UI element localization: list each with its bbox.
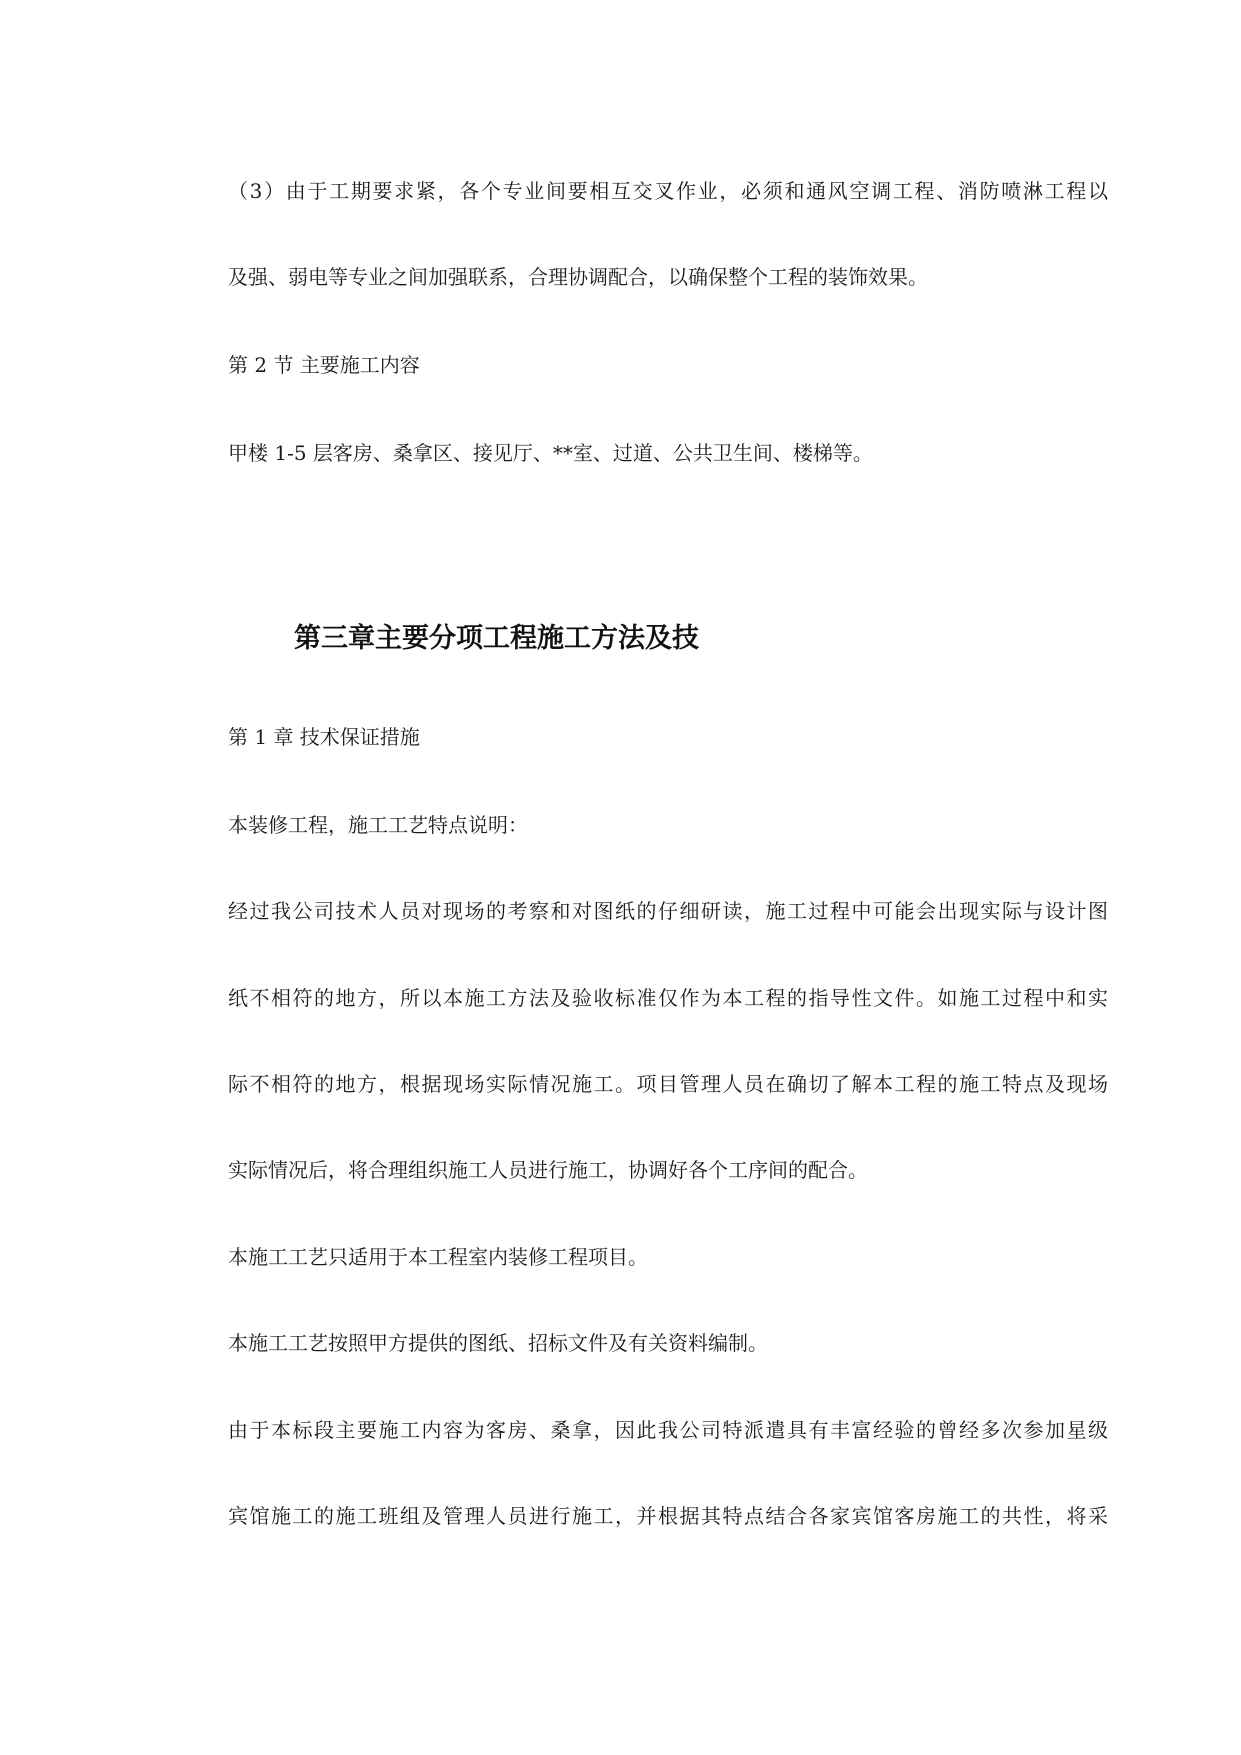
para2-line2: 纸不相符的地方，所以本施工方法及验收标准仅作为本工程的指导性文件。如施工过程中和实 bbox=[228, 986, 1108, 1010]
para2-line1: 经过我公司技术人员对现场的考察和对图纸的仔细研读，施工过程中可能会出现实际与设计图 bbox=[228, 899, 1108, 923]
para2-line3: 际不相符的地方，根据现场实际情况施工。项目管理人员在确切了解本工程的施工特点及现场 bbox=[228, 1072, 1108, 1096]
section-text: 甲楼 1-5 层客房、桑拿区、接见厅、**室、过道、公共卫生间、楼梯等。 bbox=[228, 441, 873, 465]
intro-line: 本装修工程，施工工艺特点说明： bbox=[228, 813, 528, 837]
chapter-subheading: 第 1 章 技术保证措施 bbox=[228, 725, 420, 749]
para1-line1: （3）由于工期要求紧，各个专业间要相互交叉作业，必须和通风空调工程、消防喷淋工程以 bbox=[228, 179, 1108, 203]
para1-line2: 及强、弱电等专业之间加强联系，合理协调配合，以确保整个工程的装饰效果。 bbox=[228, 265, 928, 289]
para3-line1: 由于本标段主要施工内容为客房、桑拿，因此我公司特派遣具有丰富经验的曾经多次参加星级 bbox=[228, 1418, 1108, 1442]
basis-line: 本施工工艺按照甲方提供的图纸、招标文件及有关资料编制。 bbox=[228, 1331, 768, 1355]
scope-line: 本施工工艺只适用于本工程室内装修工程项目。 bbox=[228, 1245, 648, 1269]
para2-line4: 实际情况后，将合理组织施工人员进行施工，协调好各个工序间的配合。 bbox=[228, 1158, 868, 1182]
chapter-title: 第三章主要分项工程施工方法及技 bbox=[294, 623, 699, 654]
section-heading: 第 2 节 主要施工内容 bbox=[228, 353, 420, 377]
para3-line2: 宾馆施工的施工班组及管理人员进行施工，并根据其特点结合各家宾馆客房施工的共性，将采 bbox=[228, 1504, 1108, 1528]
